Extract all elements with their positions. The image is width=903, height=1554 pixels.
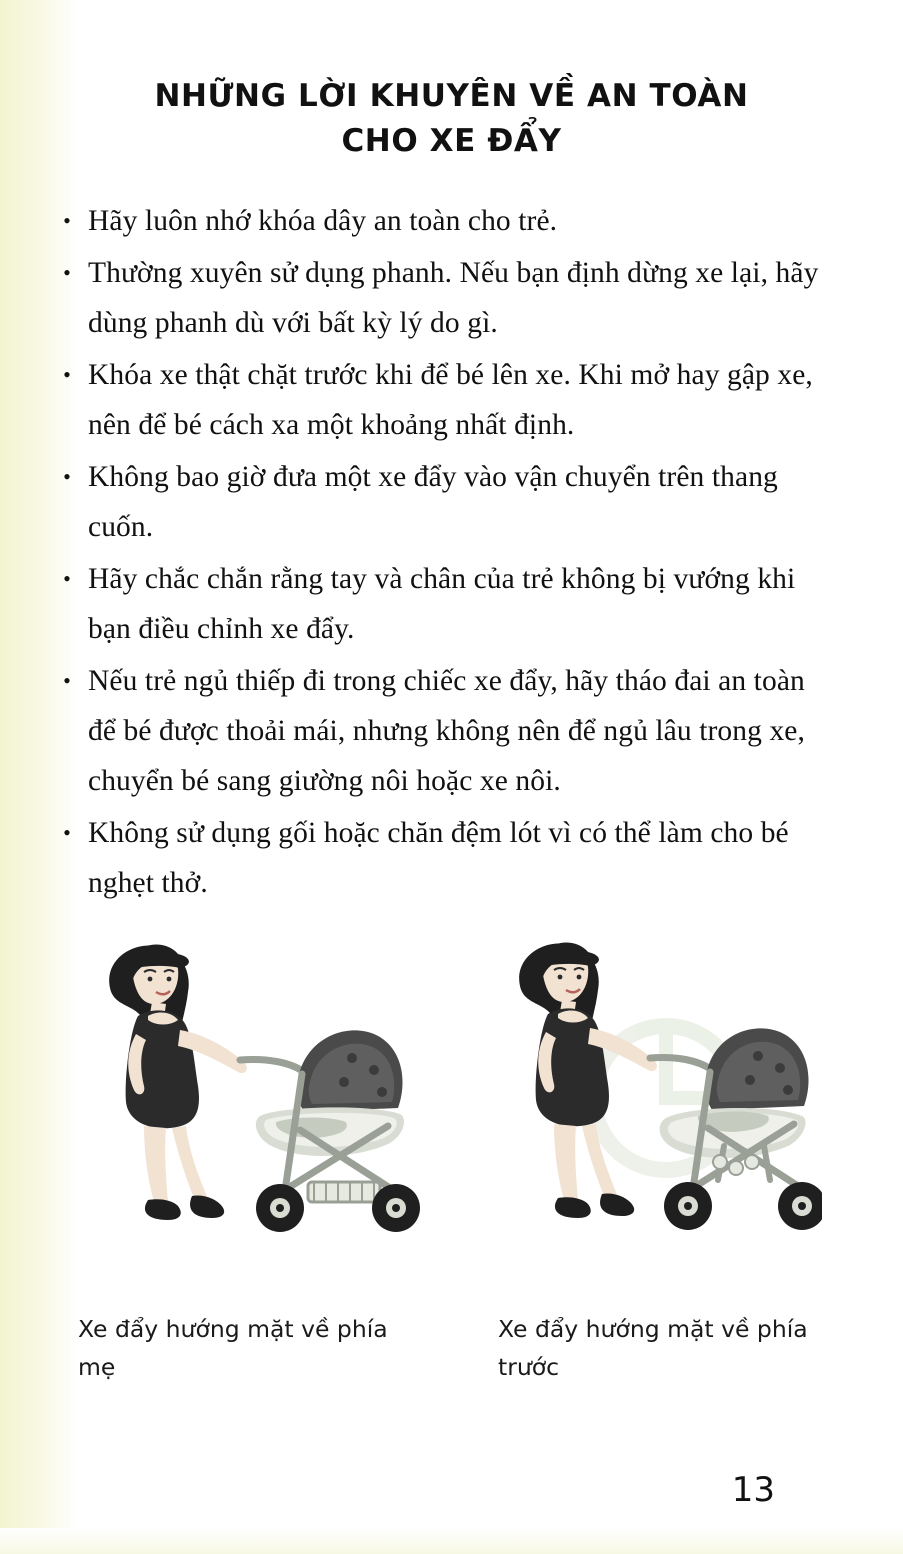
list-item [46, 554, 836, 654]
bullet-icon: • [63, 668, 71, 693]
figure-caption-facing-parent: Xe đẩy hướng mặt về phía mẹ [78, 1315, 388, 1381]
list-item [46, 452, 836, 552]
illustration-mother-with-pram-facing-forward [452, 930, 822, 1300]
safety-tips-list [46, 196, 836, 910]
list-item-text: Không sử dụng gối hoặc chăn đệm lót vì có thể làm cho bé nghẹt thở. [88, 817, 789, 899]
bullet-icon: • [63, 362, 71, 387]
page-title-line-2: CHO XE ĐẨY [341, 122, 562, 159]
bullet-icon: • [63, 208, 71, 233]
list-item [46, 350, 836, 450]
figure-stroller-facing-forward [452, 930, 822, 1350]
bullet-icon: • [63, 820, 71, 845]
list-item-text: Thường xuyên sử dụng phanh. Nếu bạn định dừng xe lại, hãy dùng phanh dù với bất kỳ lý do gì. [88, 257, 819, 339]
list-item-text: Khóa xe thật chặt trước khi để bé lên xe. Khi mở hay gập xe, nên để bé cách xa một khoảng nhất định. [88, 359, 813, 441]
list-item [46, 656, 836, 806]
list-item-text: Hãy luôn nhớ khóa dây an toàn cho trẻ. [88, 205, 558, 237]
illustration-mother-with-pram-facing-parent [52, 930, 422, 1300]
page-edge-gradient-bottom [0, 1528, 903, 1554]
list-item-text: Nếu trẻ ngủ thiếp đi trong chiếc xe đẩy, hãy tháo đai an toàn để bé được thoải mái, nhưng không nên để ngủ lâu trong xe, chuyển bé sang giường nôi hoặc xe nôi. [88, 665, 805, 797]
figure-captions [0, 1310, 903, 1420]
list-item-text: Hãy chắc chắn rằng tay và chân của trẻ không bị vướng khi bạn điều chỉnh xe đẩy. [88, 563, 796, 645]
list-item-text: Không bao giờ đưa một xe đẩy vào vận chuyển trên thang cuốn. [88, 461, 778, 543]
figure-stroller-facing-parent [52, 930, 422, 1350]
bullet-icon: • [63, 566, 71, 591]
list-item [46, 196, 836, 246]
page-title [0, 74, 903, 164]
figure-caption-facing-forward: Xe đẩy hướng mặt về phía trước [498, 1315, 808, 1381]
list-item [46, 808, 836, 908]
page-title-line-1: NHỮNG LỜI KHUYÊN VỀ AN TOÀN [154, 78, 749, 114]
illustrations [0, 930, 903, 1350]
list-item [46, 248, 836, 348]
bullet-icon: • [63, 260, 71, 285]
bullet-icon: • [63, 464, 71, 489]
page-number: 13 [731, 1470, 775, 1510]
